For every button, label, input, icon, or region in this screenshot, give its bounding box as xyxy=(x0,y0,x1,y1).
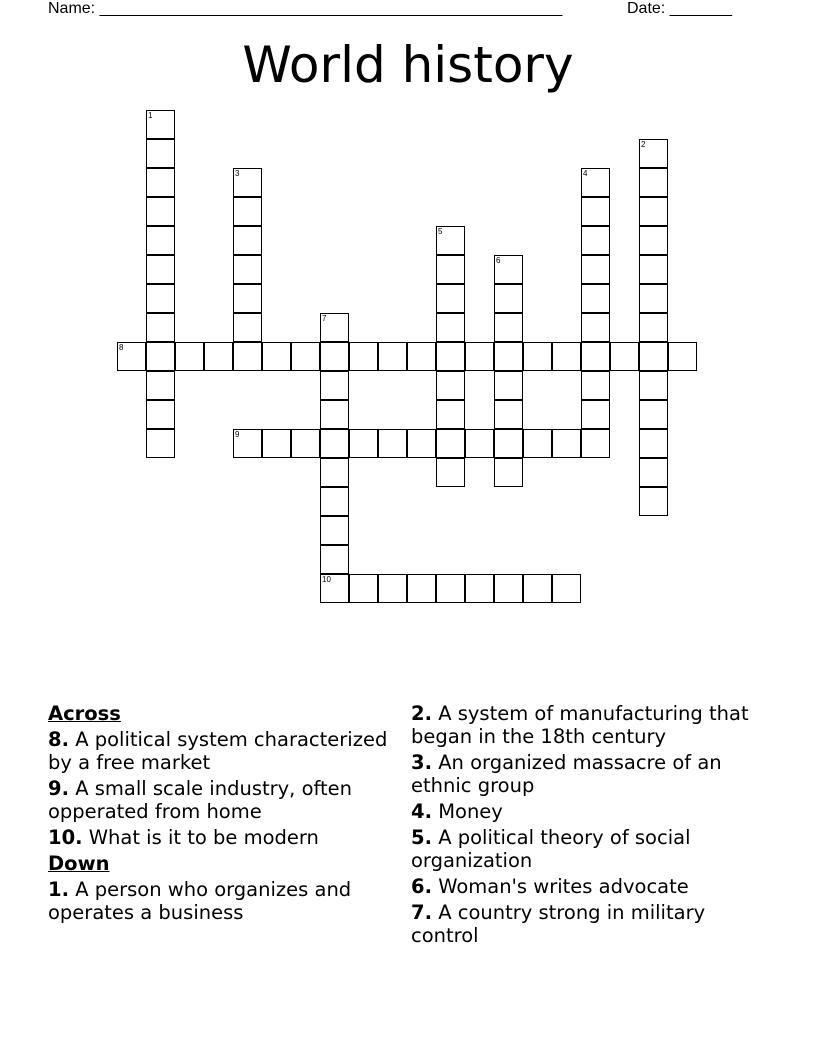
clue-number: 9. xyxy=(48,777,69,800)
clue-number: 10. xyxy=(48,826,83,849)
grid-cell[interactable] xyxy=(581,313,610,342)
clue-down-4 xyxy=(411,800,771,823)
grid-cell[interactable] xyxy=(204,342,233,371)
cell-number: 6 xyxy=(496,256,501,265)
grid-cell[interactable] xyxy=(262,429,291,458)
grid-cell[interactable] xyxy=(175,342,204,371)
grid-cell[interactable] xyxy=(668,342,697,371)
clue-across-8 xyxy=(48,728,393,774)
grid-cell[interactable] xyxy=(146,400,175,429)
cell-number: 10 xyxy=(322,575,331,584)
grid-cell[interactable] xyxy=(320,574,349,603)
clue-text: A country strong in military control xyxy=(411,901,706,947)
clues-right-column xyxy=(411,702,771,950)
grid-cell[interactable] xyxy=(581,342,610,371)
grid-cell[interactable] xyxy=(436,226,465,255)
grid-cell[interactable] xyxy=(320,342,349,371)
grid-cell[interactable] xyxy=(436,255,465,284)
grid-cell[interactable] xyxy=(436,429,465,458)
clue-text: A political theory of social organization xyxy=(411,826,691,872)
clue-number: 2. xyxy=(411,702,432,725)
grid-cell[interactable] xyxy=(320,400,349,429)
clue-across-10 xyxy=(48,826,393,849)
page-title: World history xyxy=(242,36,574,94)
grid-cell[interactable] xyxy=(581,255,610,284)
across-heading: Across xyxy=(48,702,121,725)
cell-number: 7 xyxy=(322,314,327,323)
grid-cell[interactable] xyxy=(320,487,349,516)
grid-cell[interactable] xyxy=(465,342,494,371)
grid-cell[interactable] xyxy=(523,574,552,603)
grid-cell[interactable] xyxy=(639,284,668,313)
cell-number: 3 xyxy=(235,169,240,178)
grid-cell[interactable] xyxy=(436,313,465,342)
grid-cell[interactable] xyxy=(146,255,175,284)
clue-text: An organized massacre of an ethnic group xyxy=(411,751,722,797)
clue-down-6 xyxy=(411,875,771,898)
clue-text: A political system characterized by a free market xyxy=(48,728,388,774)
grid-cell[interactable] xyxy=(639,371,668,400)
grid-cell[interactable] xyxy=(146,110,175,139)
clue-down-5 xyxy=(411,826,771,872)
grid-cell[interactable] xyxy=(146,168,175,197)
grid-cell[interactable] xyxy=(320,545,349,574)
grid-cell[interactable] xyxy=(407,429,436,458)
clue-down-7 xyxy=(411,901,771,947)
clue-text: A small scale industry, often opperated from home xyxy=(48,777,353,823)
grid-cell[interactable] xyxy=(320,313,349,342)
grid-cell[interactable] xyxy=(320,371,349,400)
grid-cell[interactable] xyxy=(349,429,378,458)
grid-cell[interactable] xyxy=(436,458,465,487)
grid-cell[interactable] xyxy=(233,429,262,458)
grid-cell[interactable] xyxy=(552,342,581,371)
clue-number: 1. xyxy=(48,878,69,901)
clue-down-1 xyxy=(48,878,393,924)
grid-cell[interactable] xyxy=(262,342,291,371)
grid-cell[interactable] xyxy=(494,429,523,458)
clue-number: 8. xyxy=(48,728,69,751)
grid-cell[interactable] xyxy=(146,197,175,226)
date-field: Date: _______ xyxy=(627,0,732,17)
grid-cell[interactable] xyxy=(378,429,407,458)
grid-cell[interactable] xyxy=(610,342,639,371)
grid-cell[interactable] xyxy=(639,197,668,226)
clue-number: 3. xyxy=(411,751,432,774)
grid-cell[interactable] xyxy=(639,226,668,255)
grid-cell[interactable] xyxy=(581,429,610,458)
clue-number: 4. xyxy=(411,800,432,823)
grid-cell[interactable] xyxy=(146,139,175,168)
grid-cell[interactable] xyxy=(581,226,610,255)
grid-cell[interactable] xyxy=(639,429,668,458)
grid-cell[interactable] xyxy=(639,313,668,342)
clues-left-column xyxy=(48,702,393,927)
name-field: Name: ____________________________________________________ xyxy=(48,0,563,17)
grid-cell[interactable] xyxy=(378,574,407,603)
grid-cell[interactable] xyxy=(639,487,668,516)
clue-text: Money xyxy=(438,800,503,823)
grid-cell[interactable] xyxy=(494,371,523,400)
grid-cell[interactable] xyxy=(146,226,175,255)
clue-down-3 xyxy=(411,751,771,797)
grid-cell[interactable] xyxy=(233,342,262,371)
grid-cell[interactable] xyxy=(494,313,523,342)
grid-cell[interactable] xyxy=(320,429,349,458)
grid-cell[interactable] xyxy=(117,342,146,371)
grid-cell[interactable] xyxy=(436,574,465,603)
grid-cell[interactable] xyxy=(146,429,175,458)
grid-cell[interactable] xyxy=(494,255,523,284)
clue-text: A system of manufacturing that began in the 18th century xyxy=(411,702,749,748)
grid-cell[interactable] xyxy=(291,342,320,371)
grid-cell[interactable] xyxy=(523,429,552,458)
grid-cell[interactable] xyxy=(436,342,465,371)
grid-cell[interactable] xyxy=(581,284,610,313)
grid-cell[interactable] xyxy=(639,458,668,487)
grid-cell[interactable] xyxy=(320,516,349,545)
cell-number: 1 xyxy=(148,111,153,120)
grid-cell[interactable] xyxy=(146,342,175,371)
grid-cell[interactable] xyxy=(146,313,175,342)
clue-text: What is it to be modern xyxy=(88,826,319,849)
grid-cell[interactable] xyxy=(639,139,668,168)
grid-cell[interactable] xyxy=(523,342,552,371)
grid-cell[interactable] xyxy=(233,168,262,197)
grid-cell[interactable] xyxy=(407,574,436,603)
grid-cell[interactable] xyxy=(407,342,436,371)
grid-cell[interactable] xyxy=(320,458,349,487)
cell-number: 2 xyxy=(641,140,646,149)
grid-cell[interactable] xyxy=(146,284,175,313)
cell-number: 9 xyxy=(235,430,240,439)
clue-text: Woman's writes advocate xyxy=(438,875,689,898)
grid-cell[interactable] xyxy=(436,284,465,313)
clue-across-9 xyxy=(48,777,393,823)
grid-cell[interactable] xyxy=(494,458,523,487)
grid-cell[interactable] xyxy=(552,429,581,458)
grid-cell[interactable] xyxy=(552,574,581,603)
grid-cell[interactable] xyxy=(465,429,494,458)
grid-cell[interactable] xyxy=(639,255,668,284)
grid-cell[interactable] xyxy=(291,429,320,458)
grid-cell[interactable] xyxy=(349,574,378,603)
grid-cell[interactable] xyxy=(581,168,610,197)
cell-number: 8 xyxy=(119,343,124,352)
grid-cell[interactable] xyxy=(639,400,668,429)
grid-cell[interactable] xyxy=(436,371,465,400)
clue-down-2 xyxy=(411,702,771,748)
grid-cell[interactable] xyxy=(465,574,494,603)
grid-cell[interactable] xyxy=(494,574,523,603)
grid-cell[interactable] xyxy=(494,284,523,313)
grid-cell[interactable] xyxy=(233,284,262,313)
grid-cell[interactable] xyxy=(233,197,262,226)
grid-cell[interactable] xyxy=(639,168,668,197)
down-heading: Down xyxy=(48,852,110,875)
clue-text: A person who organizes and operates a business xyxy=(48,878,352,924)
grid-cell[interactable] xyxy=(494,400,523,429)
grid-cell[interactable] xyxy=(581,197,610,226)
grid-cell[interactable] xyxy=(581,400,610,429)
grid-cell[interactable] xyxy=(146,371,175,400)
grid-cell[interactable] xyxy=(639,342,668,371)
grid-cell[interactable] xyxy=(581,371,610,400)
clue-number: 5. xyxy=(411,826,432,849)
grid-cell[interactable] xyxy=(233,226,262,255)
cell-number: 5 xyxy=(438,227,443,236)
grid-cell[interactable] xyxy=(378,342,407,371)
clue-number: 7. xyxy=(411,901,432,924)
grid-cell[interactable] xyxy=(349,342,378,371)
grid-cell[interactable] xyxy=(494,342,523,371)
grid-cell[interactable] xyxy=(436,400,465,429)
grid-cell[interactable] xyxy=(233,313,262,342)
clue-number: 6. xyxy=(411,875,432,898)
cell-number: 4 xyxy=(583,169,588,178)
grid-cell[interactable] xyxy=(233,255,262,284)
